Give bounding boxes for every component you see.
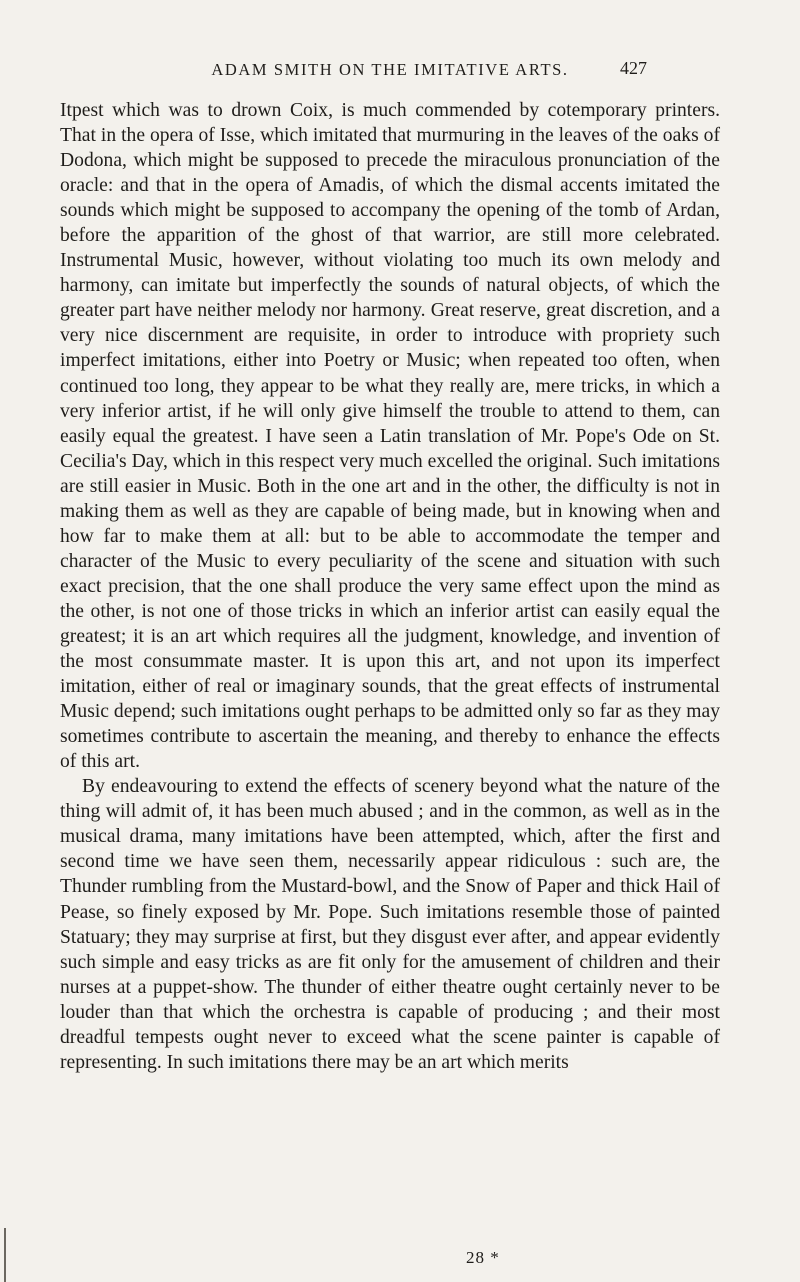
page-number: 427 xyxy=(620,58,647,78)
running-title: ADAM SMITH ON THE IMITATIVE ARTS. xyxy=(211,60,569,79)
body-text xyxy=(60,98,720,1075)
paragraph-scenery: By endeavouring to extend the effects of scenery beyond what the nature of the thing will admit of, it has been much abused ; and in the common, as well as in the musical drama, many imitations have been attempted, which, after the first and second time we have seen them, necessarily appear ridiculous : such are, the Thunder rumbling from the Mustard-bowl, and the Snow of Paper and thick Hail of Pease, so finely exposed by Mr. Pope. Such imitations resemble those of painted Statuary; they may surprise at first, but they disgust ever after, and appear evidently such simple and easy tricks as are fit only for the amusement of children and their nurses at a puppet-show. The thunder of either theatre ought certainly never to be louder than that which the orchestra is capable of producing ; and their most dreadful tempests ought never to exceed what the scene painter is capable of representing. In such imitations there may be an art which merits xyxy=(60,776,720,1073)
signature-mark: 28 * xyxy=(466,1248,500,1267)
page-edge-line xyxy=(4,1228,6,1282)
running-header xyxy=(0,60,800,84)
paragraph-continued: Itpest which was to drown Coix, is much commended by cotemporary printers. That in the opera of Isse, which imitated that murmuring in the leaves of the oaks of Dodona, which might be supposed to precede the miraculous pronunciation of the oracle: and that in the opera of Amadis, of which the dismal accents imitated the sounds which might be supposed to accompany the opening of the tomb of Ardan, before the apparition of the ghost of that warrior, are still more celebrated. Instrumental Music, however, without violating too much its own melody and harmony, can imitate but imperfectly the sounds of natural objects, of which the greater part have neither melody nor harmony. Great reserve, great discretion, and a very nice discernment are requisite, in order to introduce with propriety such imperfect imitations, either into Poetry or Music; when repeated too often, when continued too long, they appear to be what they really are, mere tricks, in which a very inferior artist, if he will only give himself the trouble to attend to them, can easily equal the greatest. I have seen a Latin translation of Mr. Pope's Ode on St. Cecilia's Day, which in this respect very much excelled the original. Such imitations are still easier in Music. Both in the one art and in the other, the difficulty is not in making them as well as they are capable of being made, but in knowing when and how far to make them at all: but to be able to accommodate the temper and character of the Music to every peculiarity of the scene and situation with such exact precision, that the one shall produce the very same effect upon the mind as the other, is not one of those tricks in which an inferior artist can easily equal the greatest; it is an art which requires all the judgment, knowledge, and invention of the most consummate master. It is upon this art, and not upon its imperfect imitation, either of real or imaginary sounds, that the great effects of instrumental Music depend; such imitations ought perhaps to be admitted only so far as they may sometimes contribute to ascertain the meaning, and thereby to enhance the effects of this art. xyxy=(60,100,720,773)
